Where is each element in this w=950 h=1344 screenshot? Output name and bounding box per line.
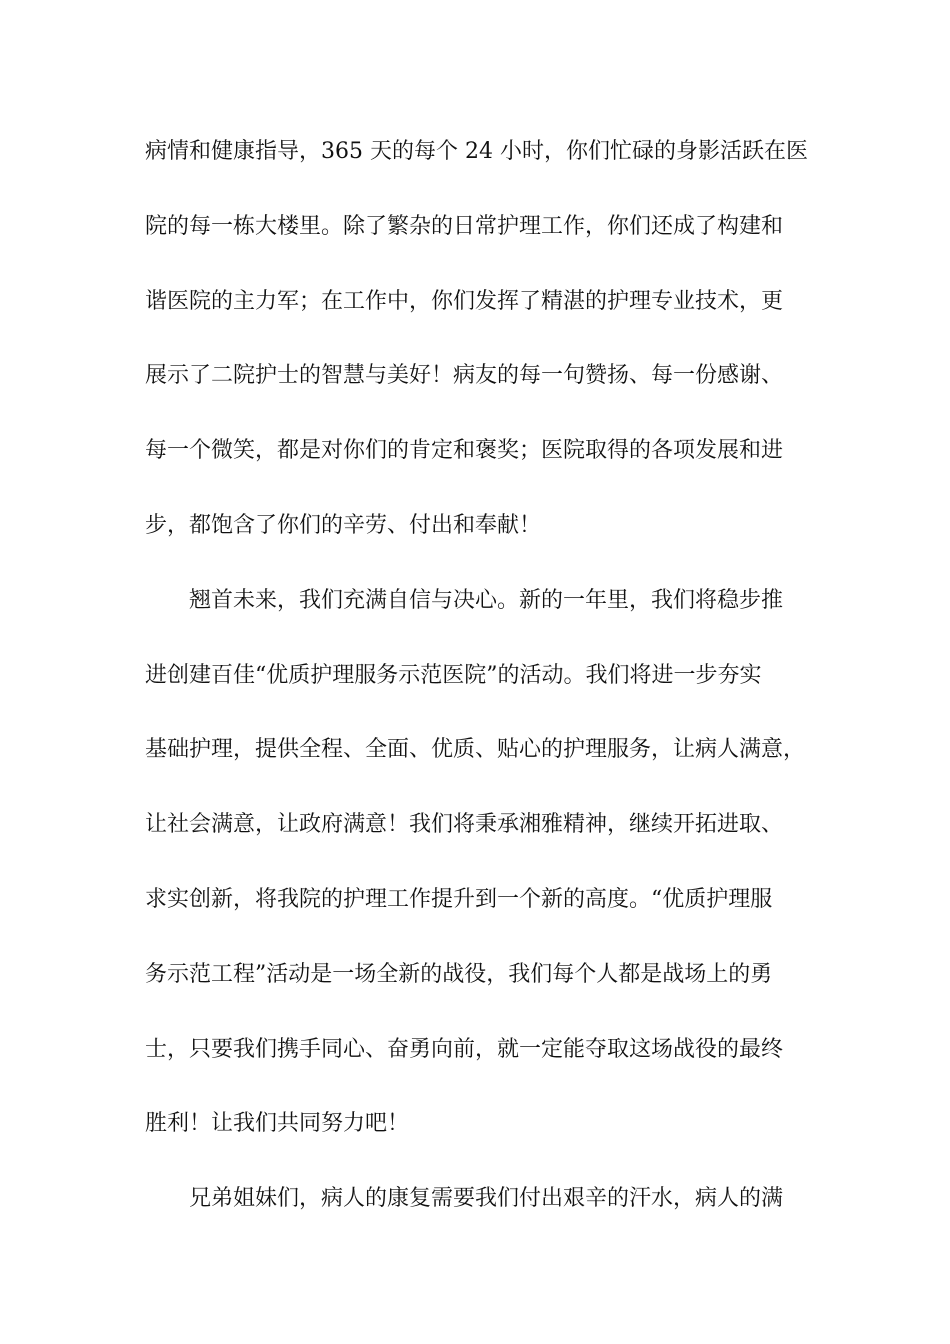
- text-line: 让社会满意，让政府满意！我们将秉承湘雅精神，继续开拓进取、: [145, 812, 784, 838]
- text-line: 求实创新，将我院的护理工作提升到一个新的高度。“优质护理服: [145, 886, 773, 912]
- text-line: 病情和健康指导，365 天的每个 24 小时，你们忙碌的身影活跃在医: [145, 139, 808, 164]
- text-line: 胜利！让我们共同努力吧！: [145, 1111, 410, 1137]
- body-text: [145, 130, 825, 1252]
- text-line: 展示了二院护士的智慧与美好！病友的每一句赞扬、每一份感谢、: [145, 363, 784, 389]
- text-line: 步，都饱含了你们的辛劳、付出和奉献！: [145, 512, 542, 538]
- text-line: 士，只要我们携手同心、奋勇向前，就一定能夺取这场战役的最终: [145, 1036, 784, 1062]
- text-line: 基础护理，提供全程、全面、优质、贴心的护理服务，让病人满意，: [145, 737, 806, 763]
- text-line: 院的每一栋大楼里。除了繁杂的日常护理工作，你们还成了构建和: [145, 213, 784, 239]
- text-line: 每一个微笑，都是对你们的肯定和褒奖；医院取得的各项发展和进: [145, 438, 784, 464]
- paragraph-start-line: 兄弟姐妹们，病人的康复需要我们付出艰辛的汗水，病人的满: [189, 1186, 784, 1212]
- text-line: 进创建百佳“优质护理服务示范医院”的活动。我们将进一步夯实: [145, 662, 762, 688]
- text-line: 务示范工程”活动是一场全新的战役，我们每个人都是战场上的勇: [145, 961, 773, 987]
- text-line: 谐医院的主力军；在工作中，你们发挥了精湛的护理专业技术，更: [145, 288, 784, 314]
- paragraph-start-line: 翘首未来，我们充满自信与决心。新的一年里，我们将稳步推: [189, 587, 784, 613]
